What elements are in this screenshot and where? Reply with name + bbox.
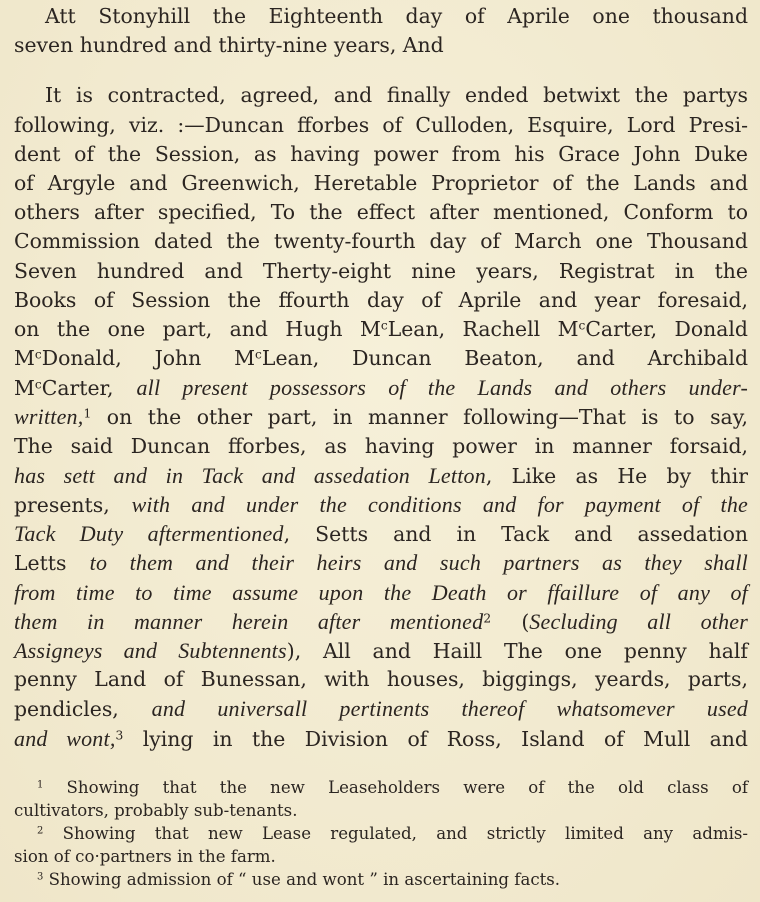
- text-line: [14, 198, 748, 227]
- italic-text: Assigneys and Subtennents: [14, 637, 287, 663]
- superscript: 3: [115, 727, 124, 742]
- text-run: presents,: [14, 493, 132, 517]
- text-run: , Like as He by thir: [485, 463, 748, 488]
- italic-text: Tack Duty aftermentioned: [14, 521, 284, 547]
- text-line: [14, 169, 748, 198]
- superscript: 2: [37, 825, 44, 837]
- text-run: others after specified, To the effect after mentioned, Conform to: [14, 200, 748, 225]
- text-run: Lean, Rachell M: [387, 316, 579, 341]
- text-line: [14, 461, 748, 490]
- text-line: [14, 344, 748, 373]
- footnote-line: [14, 822, 748, 845]
- text-run: The said Duncan fforbes, as having power in manner forsaid,: [14, 433, 748, 458]
- text-run: cultivators, probably sub-tenants.: [14, 801, 298, 820]
- text-run: Showing that new Lease regulated, and strictly limited any admis-: [43, 824, 748, 843]
- text-run: on the other part, in manner following—That is to say,: [91, 405, 748, 430]
- text-line: [14, 2, 748, 31]
- superscript: 3: [37, 871, 44, 883]
- text-line: [14, 636, 748, 665]
- text-line: [14, 402, 748, 431]
- italic-text: and universall pertinents thereof whatsomever used: [151, 696, 748, 722]
- text-run: lying in the Division of Ross, Island of Mull and: [123, 726, 748, 751]
- text-run: M: [14, 376, 35, 401]
- footnote: [14, 822, 748, 868]
- text-run: Att Stonyhill the Eighteenth day of Aprile one thousand: [45, 4, 748, 28]
- italic-text: Secluding all other: [529, 608, 749, 634]
- text-line: [14, 578, 748, 607]
- footnote-line: [14, 776, 748, 799]
- text-line: [14, 373, 748, 402]
- text-run: dent of the Session, as having power from his Grace John Duke: [14, 141, 748, 166]
- text-line: [14, 111, 748, 140]
- text-line: [14, 31, 748, 60]
- text-run: seven hundred and thirty-nine years, And: [14, 33, 444, 58]
- text-run: Carter, Donald: [585, 316, 748, 341]
- text-run: Showing that the new Leaseholders were of the old class of: [43, 778, 748, 797]
- text-run: Showing admission of “ use and wont ” in ascertaining facts.: [43, 870, 561, 889]
- text-run: of Argyle and Greenwich, Heretable Proprietor of the Lands and: [14, 170, 748, 195]
- italic-text: from time to time assume upon the Death or ffaillure of any of: [14, 579, 748, 605]
- text-line: [14, 665, 748, 694]
- text-run: pendicles,: [14, 697, 152, 722]
- text-line: [14, 607, 748, 636]
- superscript: c: [34, 347, 42, 362]
- text-run: Letts: [14, 551, 90, 576]
- footnote: [14, 776, 748, 822]
- footnote-line: [14, 868, 748, 891]
- text-run: sion of co·partners in the farm.: [14, 847, 276, 866]
- superscript: 2: [483, 611, 492, 626]
- superscript: c: [380, 318, 388, 333]
- text-run: Seven hundred and Therty-eight nine years, Registrat in the: [14, 258, 748, 283]
- superscript: c: [255, 347, 262, 362]
- text-line: [14, 548, 748, 577]
- text-line: [14, 432, 748, 461]
- text-line: [14, 257, 748, 286]
- text-line: [14, 315, 748, 344]
- footnotes: [14, 776, 748, 891]
- superscript: c: [34, 377, 42, 392]
- footnote-line: [14, 845, 748, 868]
- text-run: Donald, John M: [41, 346, 256, 371]
- text-run: following, viz. :—Duncan fforbes of Culloden, Esquire, Lord Presi-: [14, 112, 748, 137]
- text-line: [14, 81, 748, 110]
- text-line: [14, 227, 748, 256]
- text-line: [14, 694, 748, 723]
- italic-text: with and under the conditions and for payment of the: [131, 492, 749, 517]
- text-run: Commission dated the twenty-fourth day of March one Thousand: [14, 229, 748, 254]
- text-run: ), All and Haill The one penny half: [286, 638, 748, 663]
- text-run: Books of Session the ffourth day of Aprile and year foresaid,: [14, 287, 748, 312]
- text-run: It is contracted, agreed, and finally ended betwixt the partys: [45, 83, 748, 108]
- text-run: M: [14, 346, 35, 371]
- text-line: [14, 490, 748, 519]
- superscript: c: [578, 318, 586, 333]
- text-line: [14, 286, 748, 315]
- text-line: [14, 140, 748, 169]
- text-run: Lean, Duncan Beaton, and Archibald: [261, 346, 749, 371]
- footnote: [14, 868, 748, 891]
- italic-text: written,: [14, 404, 84, 430]
- text-line: [14, 519, 748, 548]
- text-line: [14, 724, 748, 753]
- superscript: 1: [37, 779, 44, 791]
- text-run: penny Land of Bunessan, with houses, biggings, yeards, parts,: [14, 667, 748, 692]
- body-text: [14, 2, 748, 753]
- text-run: Carter,: [41, 376, 137, 401]
- italic-text: and wont,: [14, 725, 116, 751]
- paragraph: [14, 81, 748, 752]
- text-run: on the one part, and Hugh M: [14, 316, 381, 341]
- italic-text: all present possessors of the Lands and others under-: [136, 375, 748, 401]
- paragraph: [14, 2, 748, 60]
- footnote-line: [14, 799, 748, 822]
- text-run: , Setts and in Tack and assedation: [283, 522, 748, 547]
- superscript: 1: [83, 406, 92, 421]
- italic-text: has sett and in Tack and assedation Letton: [14, 462, 486, 488]
- text-run: (: [491, 609, 530, 634]
- italic-text: them in manner herein after mentioned: [14, 608, 484, 634]
- italic-text: to them and their heirs and such partners as they shall: [89, 550, 748, 576]
